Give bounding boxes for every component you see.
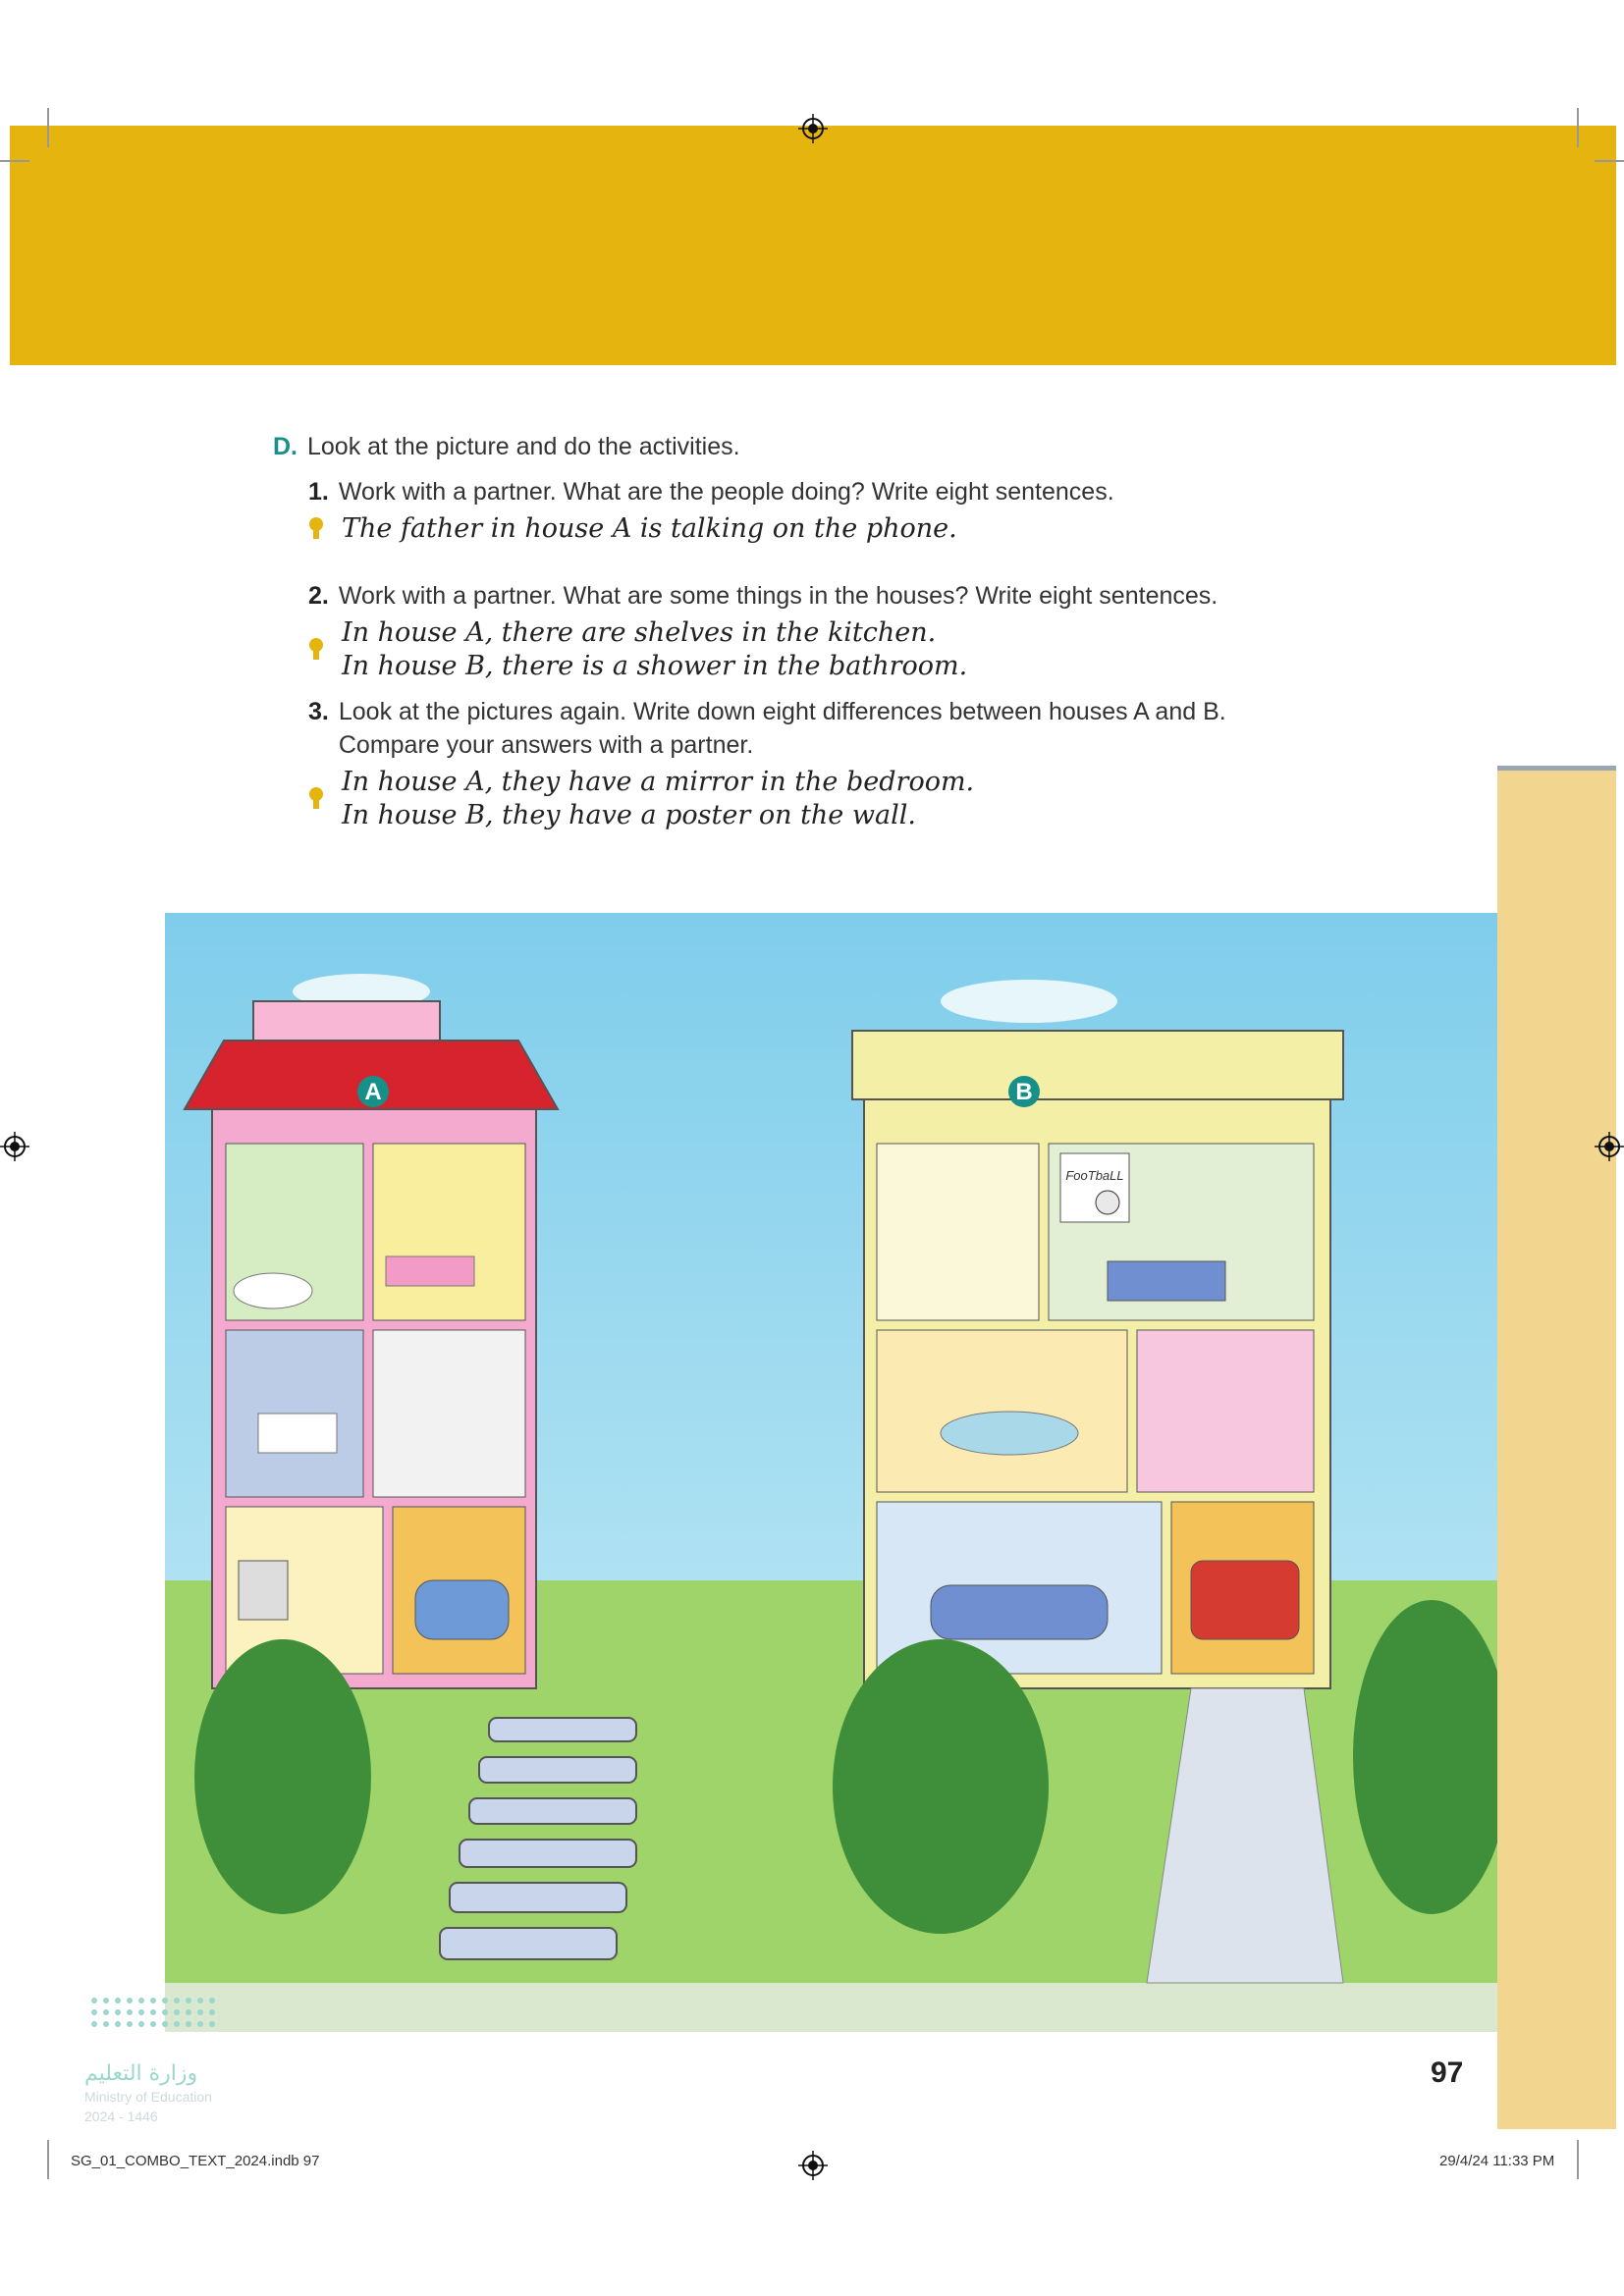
bathroom-b <box>877 1144 1039 1320</box>
example-sentence: In house A, there are shelves in the kitchen. <box>342 617 937 648</box>
activity-item-2 <box>308 579 1353 613</box>
house-b-label: B <box>1015 1079 1033 1105</box>
example-sentence: The father in house A is talking on the phone. <box>342 513 957 544</box>
item-number: 3. <box>308 698 329 725</box>
house-a-label: A <box>364 1079 382 1105</box>
example-2 <box>308 616 1353 683</box>
footer-file: SG_01_COMBO_TEXT_2024.indb 97 <box>71 2153 320 2169</box>
activity-content <box>273 430 1353 832</box>
bush <box>833 1639 1049 1934</box>
header-banner <box>10 126 1616 365</box>
crop-mark <box>47 108 49 147</box>
poster-text: FooTbaLL <box>1065 1168 1124 1183</box>
crop-mark <box>1577 108 1579 147</box>
example-1 <box>308 512 1353 546</box>
kitchen-a <box>373 1330 525 1497</box>
ministry-year: 2024 - 1446 <box>84 2109 158 2124</box>
example-3 <box>308 766 1353 832</box>
crop-mark <box>0 160 29 162</box>
footer-timestamp: 29/4/24 11:33 PM <box>1439 2153 1555 2169</box>
example-sentence: In house B, they have a poster on the wall. <box>342 800 916 830</box>
lightbulb-icon <box>308 766 324 832</box>
item-text: Look at the pictures again. Write down eight differences between houses A and B. <box>338 698 1226 725</box>
lightbulb-icon <box>308 616 324 683</box>
sidewalk <box>165 1983 1497 2032</box>
cloud <box>941 980 1117 1023</box>
activity-item-1 <box>308 475 1353 508</box>
crop-mark <box>1595 160 1624 162</box>
activity-item-3 <box>308 695 1353 762</box>
houses-illustration <box>165 913 1497 2032</box>
kitchen-b <box>1137 1330 1314 1492</box>
registration-mark-icon <box>0 1132 29 1161</box>
item-number: 2. <box>308 582 329 610</box>
side-strip <box>1497 771 1616 2129</box>
ministry-name-english: Ministry of Education <box>84 2089 212 2105</box>
house-b-roof <box>852 1031 1343 1099</box>
task-letter: D. <box>273 433 298 460</box>
car-a <box>415 1580 509 1639</box>
item-text: Work with a partner. What are some things in the houses? Write eight sentences. <box>338 582 1218 610</box>
registration-mark-icon <box>798 2151 828 2180</box>
crop-mark <box>1577 2140 1579 2179</box>
item-text: Compare your answers with a partner. <box>338 731 754 759</box>
lightbulb-icon <box>308 512 324 546</box>
registration-mark-icon <box>798 114 828 143</box>
house-a <box>185 1001 558 1688</box>
football-poster <box>1060 1153 1129 1222</box>
ministry-name-arabic: وزارة التعليم <box>84 2061 198 2086</box>
page-number: 97 <box>1431 2056 1464 2089</box>
task-instruction: Look at the picture and do the activities. <box>307 433 740 460</box>
car-b <box>1191 1561 1299 1639</box>
bedroom-a <box>373 1144 525 1320</box>
house-b <box>852 1031 1343 1688</box>
registration-mark-icon <box>1595 1132 1624 1161</box>
item-text: Work with a partner. What are the people doing? Write eight sentences. <box>338 478 1114 506</box>
item-number: 1. <box>308 478 329 506</box>
example-sentence: In house B, there is a shower in the bathroom. <box>342 651 968 681</box>
crop-mark <box>47 2140 49 2179</box>
dining-room-b <box>877 1330 1127 1492</box>
example-sentence: In house A, they have a mirror in the bedroom. <box>342 767 975 797</box>
task-heading <box>273 430 1353 463</box>
bush <box>194 1639 371 1914</box>
ministry-logo-icon <box>84 1993 232 2032</box>
